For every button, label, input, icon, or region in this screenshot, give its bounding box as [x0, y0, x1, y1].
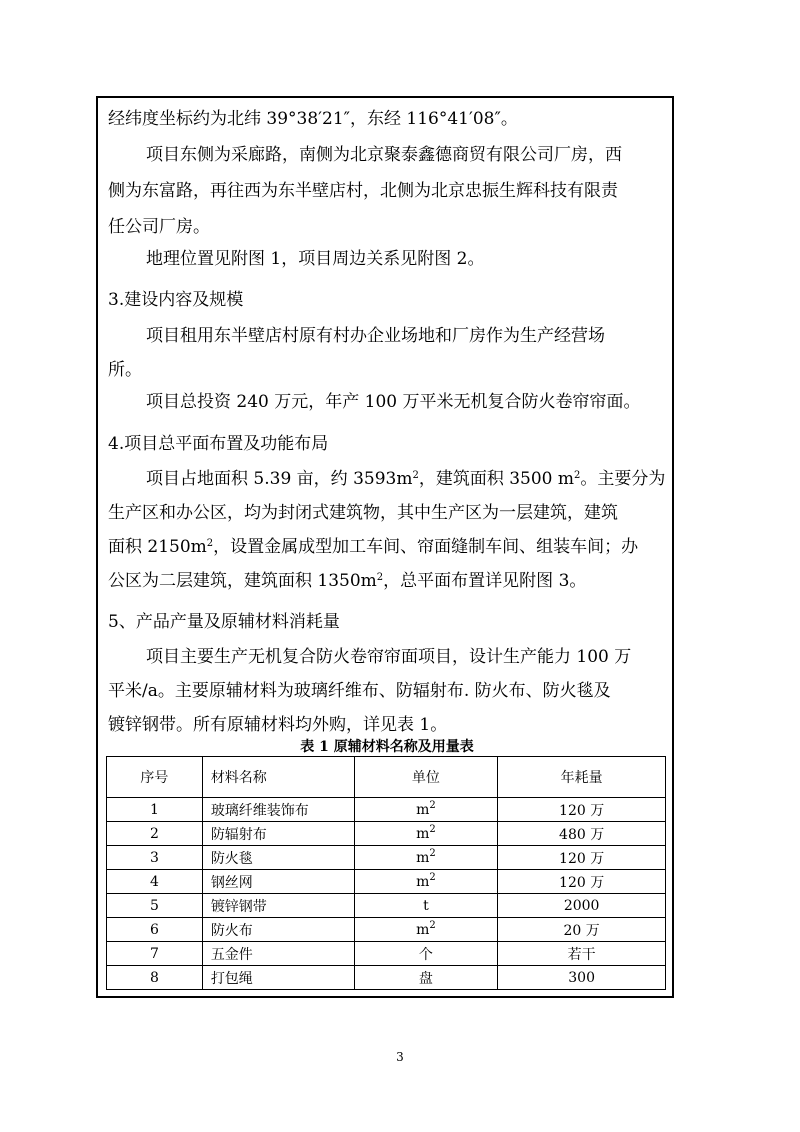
cell-unit — [354, 942, 498, 966]
header-unit: 单位 — [354, 757, 498, 798]
table-row — [107, 918, 666, 942]
materials-table — [106, 756, 666, 990]
cell-name: 五金件 — [202, 942, 354, 966]
paragraph-layout-line1: 项目占地面积 5.39 亩，约 $3593m^2$，建筑面积 3500 $m^2$。主要分为 — [146, 469, 666, 489]
paragraph-layout-line2: 生产区和办公区，均为封闭式建筑物，其中生产区为一层建筑，建筑 — [108, 503, 618, 523]
cell-unit — [354, 894, 498, 918]
unit-text: m — [416, 873, 430, 890]
table-row — [107, 798, 666, 822]
unit-superscript: 2 — [429, 823, 436, 835]
paragraph-products-line2: 平米/a。主要原辅材料为玻璃纤维布、防辐射布. 防火布、防火毯及 — [108, 681, 611, 701]
page-number: 3 — [396, 1050, 404, 1064]
cell-no: 3 — [107, 846, 203, 870]
cell-qty: 480 万 — [498, 822, 666, 846]
cell-no: 6 — [107, 918, 203, 942]
table-row — [107, 966, 666, 990]
paragraph-surroundings-line1: 项目东侧为采廊路，南侧为北京聚泰鑫德商贸有限公司厂房，西 — [146, 145, 622, 165]
cell-no: 8 — [107, 966, 203, 990]
paragraph-coordinates: 经纬度坐标约为北纬 39°38′21″，东经 116°41′08″。 — [108, 109, 518, 129]
header-name: 材料名称 — [202, 757, 354, 798]
paragraph-layout-line4: 公区为二层建筑，建筑面积 $1350m^2$，总平面布置详见附图 3。 — [108, 571, 587, 591]
paragraph-surroundings-line2: 侧为东富路，再往西为东半壁店村，北侧为北京忠振生辉科技有限责 — [108, 181, 618, 201]
unit-text: m — [416, 825, 430, 842]
cell-name: 镀锌钢带 — [202, 894, 354, 918]
cell-no: 1 — [107, 798, 203, 822]
table-caption: 表 1 原辅材料名称及用量表 — [300, 739, 474, 755]
cell-no: 4 — [107, 870, 203, 894]
unit-text: t — [423, 897, 429, 914]
cell-no: 7 — [107, 942, 203, 966]
cell-name: 防火布 — [202, 918, 354, 942]
paragraph-investment: 项目总投资 240 万元，年产 100 万平米无机复合防火卷帘帘面。 — [146, 392, 641, 412]
unit-text: m — [416, 801, 430, 818]
cell-unit — [354, 798, 498, 822]
header-qty: 年耗量 — [498, 757, 666, 798]
cell-qty: 若干 — [498, 942, 666, 966]
paragraph-products-line1: 项目主要生产无机复合防火卷帘帘面项目，设计生产能力 100 万 — [146, 647, 632, 667]
unit-text: 盘 — [418, 970, 433, 987]
paragraph-lease-line2: 所。 — [108, 360, 142, 380]
cell-qty: 2000 — [498, 894, 666, 918]
cell-name: 钢丝网 — [202, 870, 354, 894]
unit-text: m — [416, 849, 430, 866]
unit-text: 个 — [418, 946, 433, 963]
table-body — [107, 798, 666, 990]
section-heading-3: 3.建设内容及规模 — [108, 290, 244, 310]
table-row — [107, 894, 666, 918]
cell-unit — [354, 846, 498, 870]
unit-superscript: 2 — [429, 871, 436, 883]
paragraph-location-figures: 地理位置见附图 1，项目周边关系见附图 2。 — [146, 249, 485, 269]
cell-unit — [354, 918, 498, 942]
table-row — [107, 822, 666, 846]
table-row — [107, 942, 666, 966]
cell-unit — [354, 966, 498, 990]
cell-qty: 300 — [498, 966, 666, 990]
cell-unit — [354, 870, 498, 894]
cell-no: 5 — [107, 894, 203, 918]
cell-name: 玻璃纤维装饰布 — [202, 798, 354, 822]
cell-name: 防辐射布 — [202, 822, 354, 846]
paragraph-surroundings-line3: 任公司厂房。 — [108, 217, 210, 237]
table-header-row — [107, 757, 666, 798]
cell-qty: 20 万 — [498, 918, 666, 942]
paragraph-layout-line3: 面积 $2150m^2$，设置金属成型加工车间、帘面缝制车间、组装车间；办 — [108, 537, 639, 557]
cell-qty: 120 万 — [498, 846, 666, 870]
paragraph-products-line3: 镀锌钢带。所有原辅材料均外购，详见表 1。 — [108, 715, 448, 735]
table-row — [107, 846, 666, 870]
unit-text: m — [416, 921, 430, 938]
cell-unit — [354, 822, 498, 846]
section-heading-5: 5、产品产量及原辅材料消耗量 — [108, 612, 340, 632]
table-row — [107, 870, 666, 894]
cell-name: 防火毯 — [202, 846, 354, 870]
cell-qty: 120 万 — [498, 798, 666, 822]
paragraph-lease-line1: 项目租用东半壁店村原有村办企业场地和厂房作为生产经营场 — [146, 326, 605, 346]
unit-superscript: 2 — [429, 847, 436, 859]
unit-superscript: 2 — [429, 919, 436, 931]
header-no: 序号 — [107, 757, 203, 798]
document-frame — [96, 96, 674, 998]
section-heading-4: 4.项目总平面布置及功能布局 — [108, 434, 329, 454]
cell-name: 打包绳 — [202, 966, 354, 990]
cell-qty: 120 万 — [498, 870, 666, 894]
cell-no: 2 — [107, 822, 203, 846]
unit-superscript: 2 — [429, 799, 436, 811]
